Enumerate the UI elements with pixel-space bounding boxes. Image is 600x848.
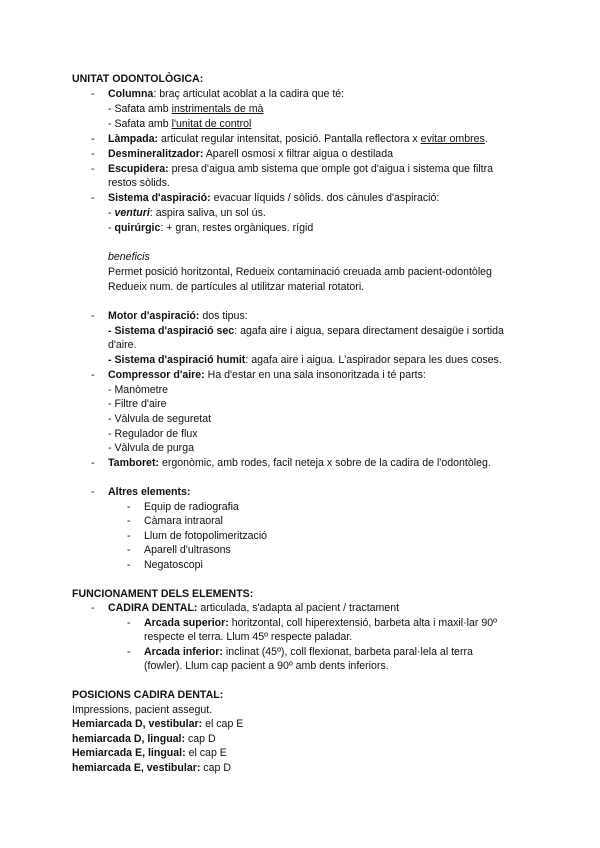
- label: Compressor d'aire:: [108, 369, 205, 381]
- text: el cap E: [202, 718, 244, 730]
- posicio-row: [72, 717, 243, 731]
- label: Arcada inferior:: [144, 646, 223, 658]
- text: articulat regular intensitat, posició. Pantalla reflectora x: [158, 133, 421, 145]
- label: CADIRA DENTAL:: [108, 602, 198, 614]
- bullet: -: [91, 369, 95, 381]
- arcada-inferior: [144, 645, 473, 659]
- section-title-unitat: UNITAT ODONTOLÒGICA:: [72, 73, 204, 85]
- label: quirúrgic: [114, 222, 161, 234]
- item-cadira: [108, 601, 399, 615]
- altres-item: Càmara intraoral: [144, 515, 223, 527]
- beneficis-line-1: Permet posició horitzontal, Redueix contaminació creuada amb pacient-odontòleg: [108, 266, 492, 278]
- text: - Safata amb: [108, 118, 172, 130]
- bullet: -: [91, 148, 95, 160]
- bullet: -: [91, 192, 95, 204]
- item-tamboret: [108, 456, 491, 470]
- item-motor: [108, 309, 248, 323]
- motor-humit: [108, 353, 502, 367]
- label: Desmineralitzador:: [108, 148, 204, 160]
- text: : + gran, restes orgàniques. rígid: [160, 222, 314, 234]
- sub-bullet: -: [127, 530, 131, 542]
- beneficis-line-2: Redueix num. de partícules al utilitzar material rotatori.: [108, 281, 365, 293]
- altres-item: Llum de fotopolimerització: [144, 530, 268, 542]
- item-aspiracio: [108, 191, 439, 205]
- text: inclinat (45º), coll flexionat, barbeta paral·lela al terra: [222, 646, 473, 658]
- underlined-text: evitar ombres: [420, 133, 485, 145]
- posicio-row: [72, 732, 216, 746]
- text: horitzontal, coll hiperextensió, barbeta alta i maxil·lar 90º: [228, 617, 498, 629]
- sub-bullet: -: [127, 646, 131, 658]
- posicio-row: [72, 746, 227, 760]
- underlined-text: instrimentals de mà: [171, 103, 264, 115]
- escupidera-cont: restos sòlids.: [108, 177, 170, 189]
- item-altres: Altres elements:: [108, 486, 191, 498]
- label: - Sistema d'aspiració humit: [108, 354, 246, 366]
- sub-bullet: -: [127, 501, 131, 513]
- compressor-part: - Filtre d'aire: [108, 398, 167, 410]
- text: cap D: [200, 762, 231, 774]
- label: Motor d'aspiració:: [108, 310, 200, 322]
- text: .: [484, 133, 488, 145]
- label: - Sistema d'aspiració sec: [108, 325, 235, 337]
- text: cap D: [185, 733, 216, 745]
- text: -: [108, 207, 115, 219]
- text: : agafa aire i aigua. L'aspirador separa les dues coses.: [245, 354, 502, 366]
- item-desmineralitzador: [108, 147, 393, 161]
- arcada-inferior-cont: (fowler). Llum cap pacient a 90º amb dents inferiors.: [144, 660, 389, 672]
- bullet: -: [91, 457, 95, 469]
- arcada-superior: [144, 616, 497, 630]
- label: Sistema d'aspiració:: [108, 192, 211, 204]
- text: : agafa aire i aigua, separa directament desaigüe i sortida: [234, 325, 504, 337]
- sub-bullet: -: [127, 544, 131, 556]
- posicions-intro: Impressions, pacient assegut.: [72, 704, 213, 716]
- aspiracio-quirurgic: [108, 221, 313, 235]
- text: dos tipus:: [199, 310, 248, 322]
- compressor-part: - Manòmetre: [108, 384, 169, 396]
- compressor-part: - Regulador de flux: [108, 428, 198, 440]
- text: Ha d'estar en una sala insonoritzada i té parts:: [204, 369, 426, 381]
- label: Columna: [108, 88, 154, 100]
- label: venturi: [114, 207, 150, 219]
- posicio-row: [72, 761, 231, 775]
- label: Hemiarcada D, vestibular:: [72, 718, 203, 730]
- text: evacuar líquids / sòlids. dos cànules d'aspiració:: [210, 192, 440, 204]
- label: beneficis: [108, 251, 150, 263]
- columna-sub-2: [108, 117, 251, 131]
- label: Hemiarcada E, lingual:: [72, 747, 186, 759]
- bullet: -: [91, 310, 95, 322]
- beneficis-label: [108, 250, 150, 264]
- columna-sub-1: [108, 102, 263, 116]
- compressor-part: - Vàlvula de seguretat: [108, 413, 212, 425]
- motor-sec-cont: d'aire.: [108, 339, 137, 351]
- text: ergonòmic, amb rodes, facil neteja x sobre de la cadira de l'odontòleg.: [159, 457, 491, 469]
- bullet: -: [91, 486, 95, 498]
- sub-bullet: -: [127, 559, 131, 571]
- text: Aparell osmosi x filtrar aigua o destilada: [203, 148, 393, 160]
- item-lampada: [108, 132, 488, 146]
- section-title-posicions: POSICIONS CADIRA DENTAL:: [72, 689, 224, 701]
- bullet: -: [91, 602, 95, 614]
- sub-bullet: -: [127, 515, 131, 527]
- label: hemiarcada D, lingual:: [72, 733, 186, 745]
- item-compressor: [108, 368, 426, 382]
- bullet: -: [91, 163, 95, 175]
- altres-item: Aparell d'ultrasons: [144, 544, 231, 556]
- aspiracio-venturi: [108, 206, 266, 220]
- text: -: [108, 222, 115, 234]
- item-escupidera: [108, 162, 493, 176]
- text: presa d'aigua amb sistema que omple got d'aigua i sistema que filtra: [168, 163, 494, 175]
- label: Arcada superior:: [144, 617, 229, 629]
- label: Tamboret:: [108, 457, 160, 469]
- text: - Safata amb: [108, 103, 172, 115]
- underlined-text: l'unitat de control: [171, 118, 252, 130]
- item-columna: [108, 87, 344, 101]
- bullet: -: [91, 133, 95, 145]
- altres-item: Equip de radiografia: [144, 501, 239, 513]
- arcada-superior-cont: respecte el terra. Llum 45º respecte paladar.: [144, 631, 353, 643]
- altres-item: Negatoscopi: [144, 559, 203, 571]
- label: Làmpada:: [108, 133, 159, 145]
- sub-bullet: -: [127, 617, 131, 629]
- text: el cap E: [185, 747, 227, 759]
- text: articulada, s'adapta al pacient / tractament: [197, 602, 400, 614]
- label: Escupidera:: [108, 163, 169, 175]
- bullet: -: [91, 88, 95, 100]
- compressor-part: - Vàlvula de purga: [108, 442, 194, 454]
- text: : aspira saliva, un sol ús.: [149, 207, 266, 219]
- label: hemiarcada E, vestibular:: [72, 762, 201, 774]
- motor-sec: [108, 324, 504, 338]
- text: : braç articulat acoblat a la cadira que té:: [153, 88, 345, 100]
- section-title-funcionament: FUNCIONAMENT DELS ELEMENTS:: [72, 588, 254, 600]
